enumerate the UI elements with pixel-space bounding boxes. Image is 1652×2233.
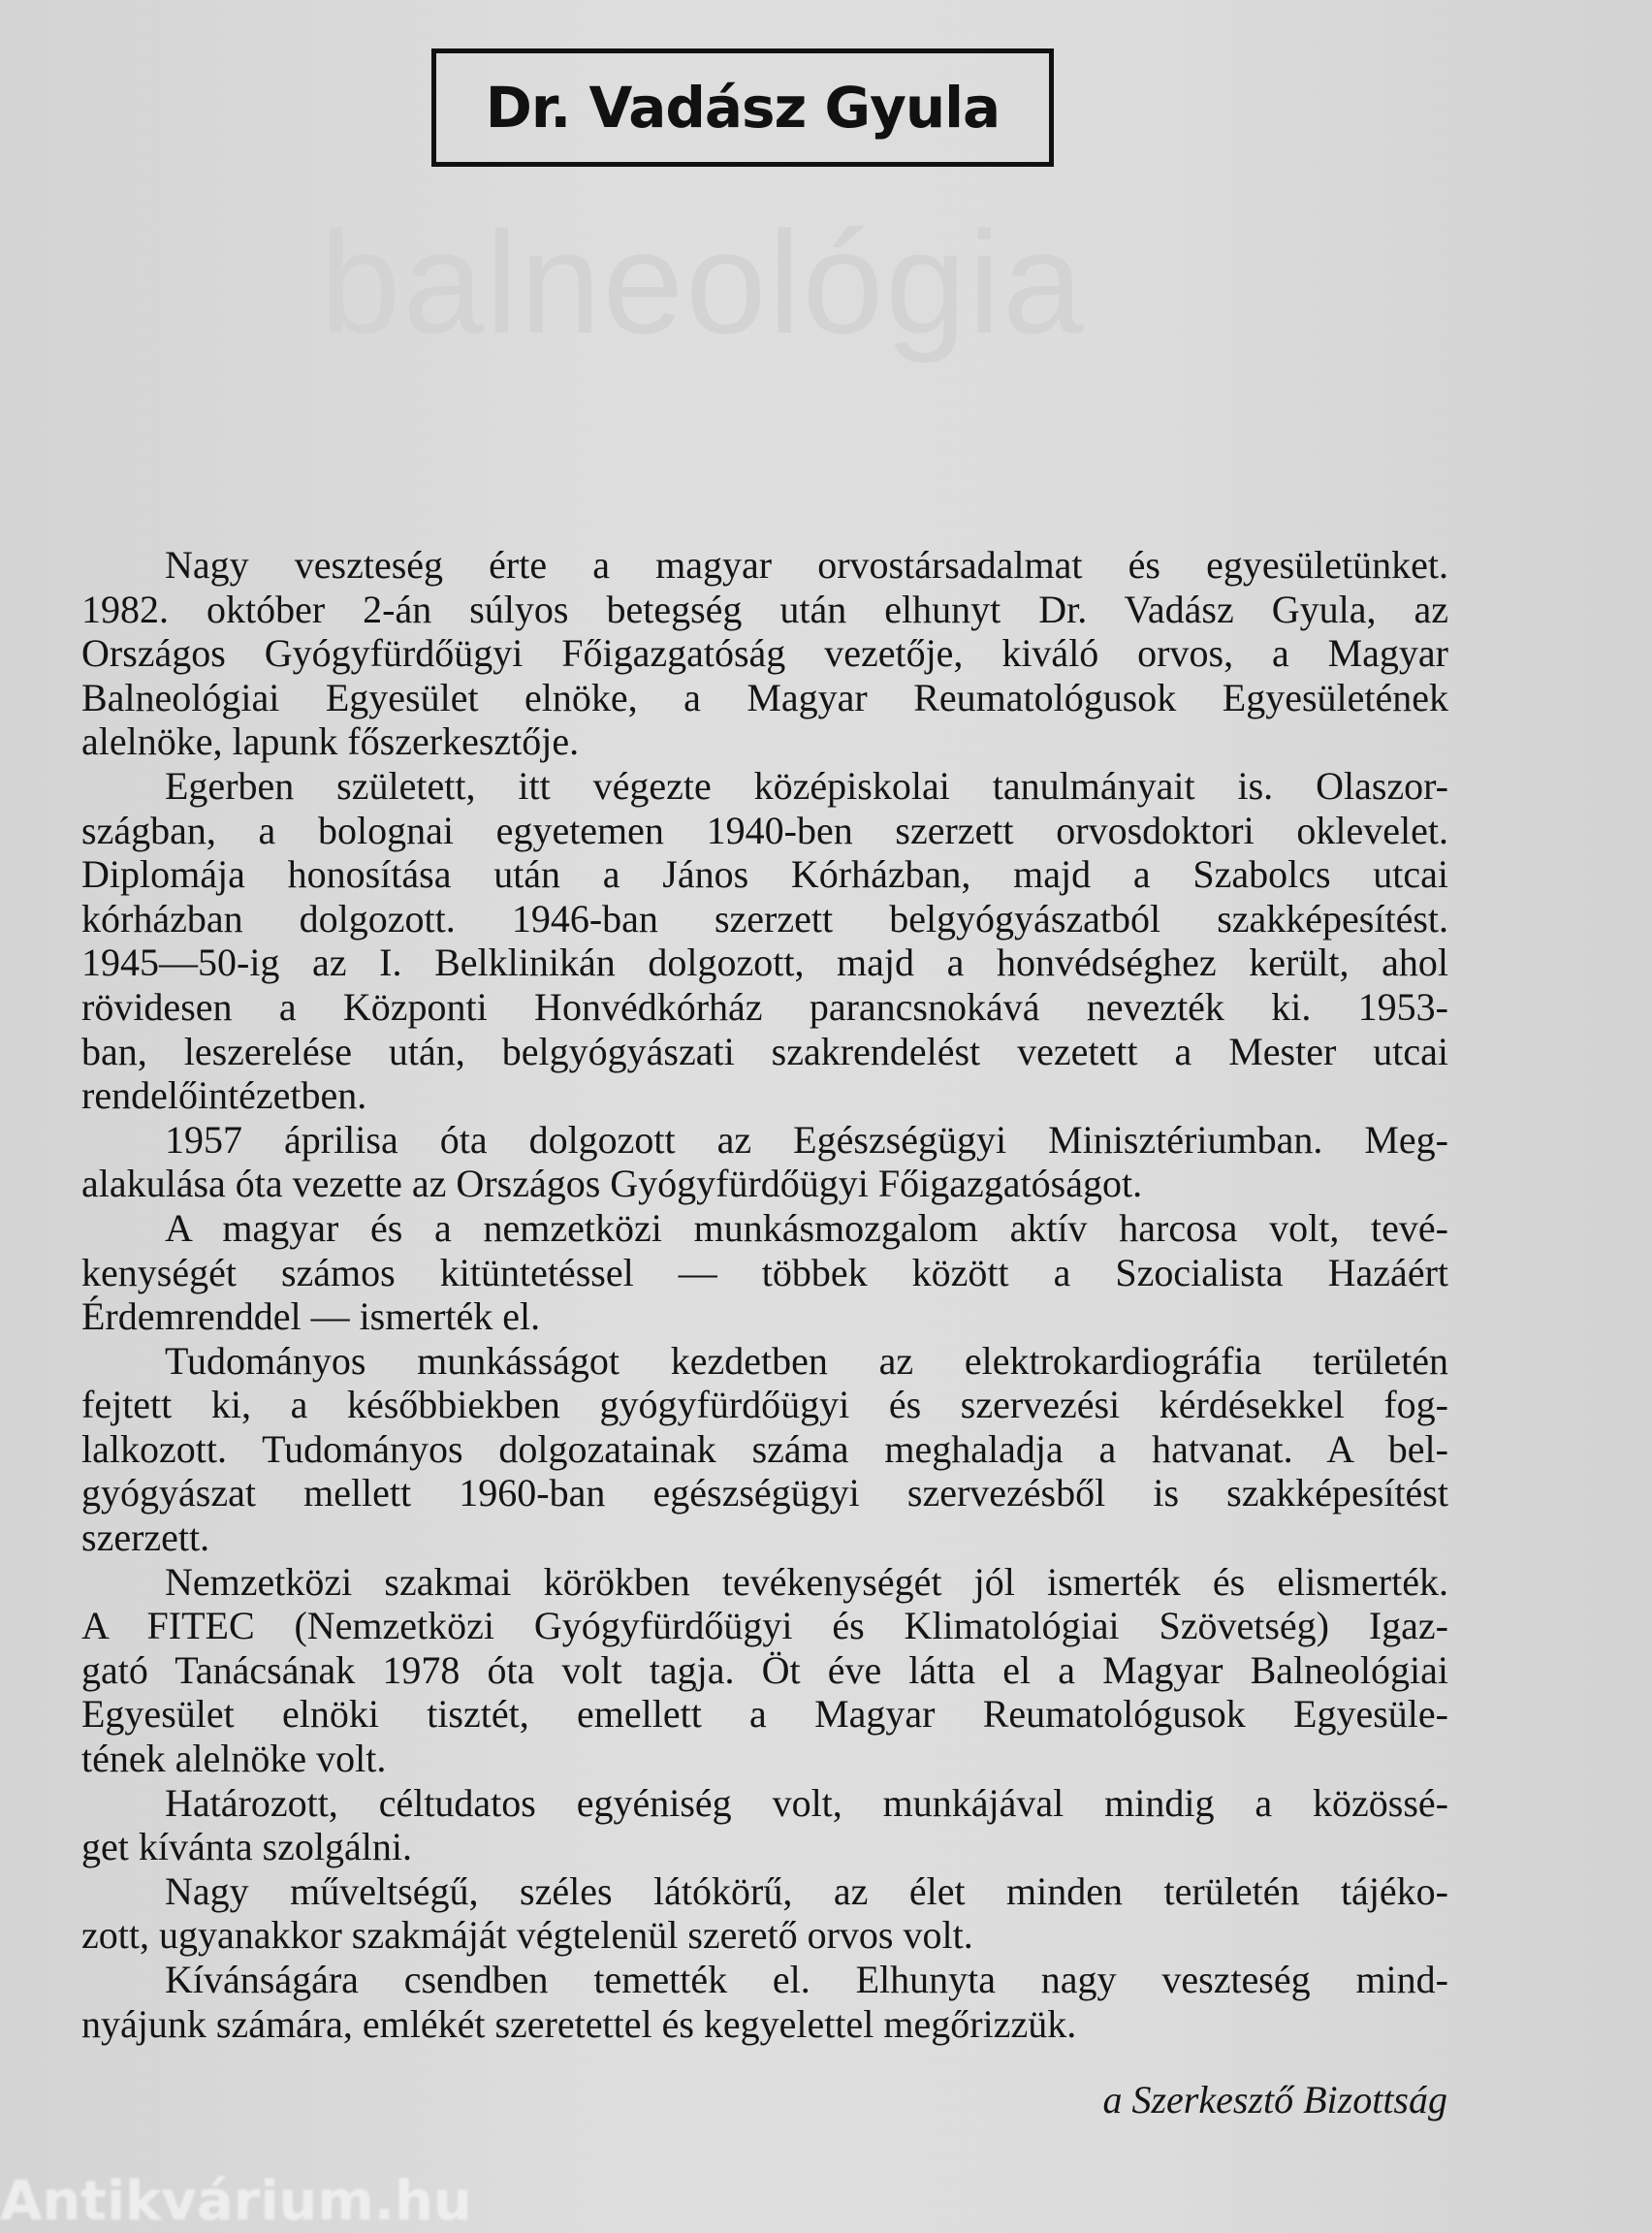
text-line: Egerben született, itt végezte középiskolai tanulmányait is. Olaszor- [165, 763, 1448, 808]
text-line: alelnöke, lapunk főszerkesztője. [81, 719, 580, 764]
paragraph [81, 1869, 1448, 1958]
text-line: Országos Gyógyfürdőügyi Főigazgatóság vezetője, kiváló orvos, a Magyar [81, 631, 1448, 676]
text-line: lalkozott. Tudományos dolgozatainak száma meghaladja a hatvanat. A bel- [81, 1426, 1448, 1471]
text-line: rövidesen a Központi Honvédkórház parancsnokává nevezték ki. 1953- [81, 984, 1448, 1029]
paragraph [81, 1781, 1448, 1869]
page-title: Dr. Vadász Gyula [485, 75, 1001, 141]
text-line: szerzett. [81, 1515, 210, 1560]
text-line: tének alelnöke volt. [81, 1737, 387, 1781]
text-line: 1982. október 2-án súlyos betegség után elhunyt Dr. Vadász Gyula, az [81, 587, 1448, 631]
text-line: Nemzetközi szakmai körökben tevékenységét jól ismerték és elismerték. [165, 1559, 1448, 1604]
paragraph [81, 1560, 1448, 1781]
text-line: alakulása óta vezette az Országos Gyógyfürdőügyi Főigazgatóságot. [81, 1162, 1143, 1206]
text-line: get kívánta szolgálni. [81, 1825, 413, 1869]
text-line: kenységét számos kitüntetéssel — többek között a Szocialista Hazáért [81, 1250, 1448, 1294]
watermark: Antikvárium.hu [0, 2170, 472, 2233]
text-line: nyájunk számára, emlékét szeretettel és kegyelettel megőrizzük. [81, 2001, 1077, 2046]
text-line: gyógyászat mellett 1960-ban egészségügyi szervezésből is szakképesítést [81, 1471, 1448, 1515]
text-line: Nagy veszteség érte a magyar orvostársadalmat és egyesületünket. [165, 543, 1448, 587]
text-line: szágban, a bolognai egyetemen 1940-ben szerzett orvosdoktori oklevelet. [81, 808, 1448, 852]
paragraph [81, 1339, 1448, 1560]
paragraph [81, 1118, 1448, 1206]
obituary-body [81, 543, 1448, 2046]
signature: a Szerkesztő Bizottság [1102, 2078, 1447, 2121]
paragraph [81, 1958, 1448, 2046]
text-line: Balneológiai Egyesület elnöke, a Magyar Reumatológusok Egyesületének [81, 675, 1448, 719]
text-line: Egyesület elnöki tisztét, emellett a Magyar Reumatológusok Egyesüle- [81, 1692, 1448, 1737]
paragraph [81, 764, 1448, 1118]
text-line: ban, leszerelése után, belgyógyászati szakrendelést vezetett a Mester utcai [81, 1029, 1448, 1073]
text-line: 1957 áprilisa óta dolgozott az Egészségügyi Minisztériumban. Meg- [165, 1117, 1448, 1162]
text-line: kórházban dolgozott. 1946-ban szerzett belgyógyászatból szakképesítést. [81, 896, 1448, 941]
text-line: Nagy műveltségű, széles látókörű, az élet minden területén tájéko- [165, 1868, 1448, 1913]
text-line: Tudományos munkásságot kezdetben az elektrokardiográfia területén [165, 1338, 1448, 1383]
title-box [431, 48, 1054, 167]
text-line: fejtett ki, a későbbiekben gyógyfürdőügyi és szervezési kérdésekkel fog- [81, 1383, 1448, 1427]
text-line: rendelőintézetben. [81, 1073, 367, 1118]
text-line: Határozott, céltudatos egyéniség volt, munkájával mindig a közössé- [165, 1780, 1448, 1825]
text-line: Érdemrenddel — ismerték el. [81, 1294, 541, 1339]
text-line: 1945—50-ig az I. Belklinikán dolgozott, majd a honvédséghez került, ahol [81, 941, 1448, 985]
paragraph [81, 543, 1448, 764]
text-line: A FITEC (Nemzetközi Gyógyfürdőügyi és Klimatológiai Szövetség) Igaz- [81, 1604, 1448, 1648]
show-through-text: balneológia [320, 201, 1086, 364]
text-line: A magyar és a nemzetközi munkásmozgalom aktív harcosa volt, tevé- [165, 1205, 1448, 1250]
text-line: Kívánságára csendben temették el. Elhunyta nagy veszteség mind- [165, 1958, 1448, 2001]
text-line: gató Tanácsának 1978 óta volt tagja. Öt éve látta el a Magyar Balneológiai [81, 1647, 1448, 1692]
text-line: zott, ugyanakkor szakmáját végtelenül szerető orvos volt. [81, 1913, 973, 1958]
paragraph [81, 1206, 1448, 1339]
text-line: Diplomája honosítása után a János Kórházban, majd a Szabolcs utcai [81, 852, 1448, 897]
